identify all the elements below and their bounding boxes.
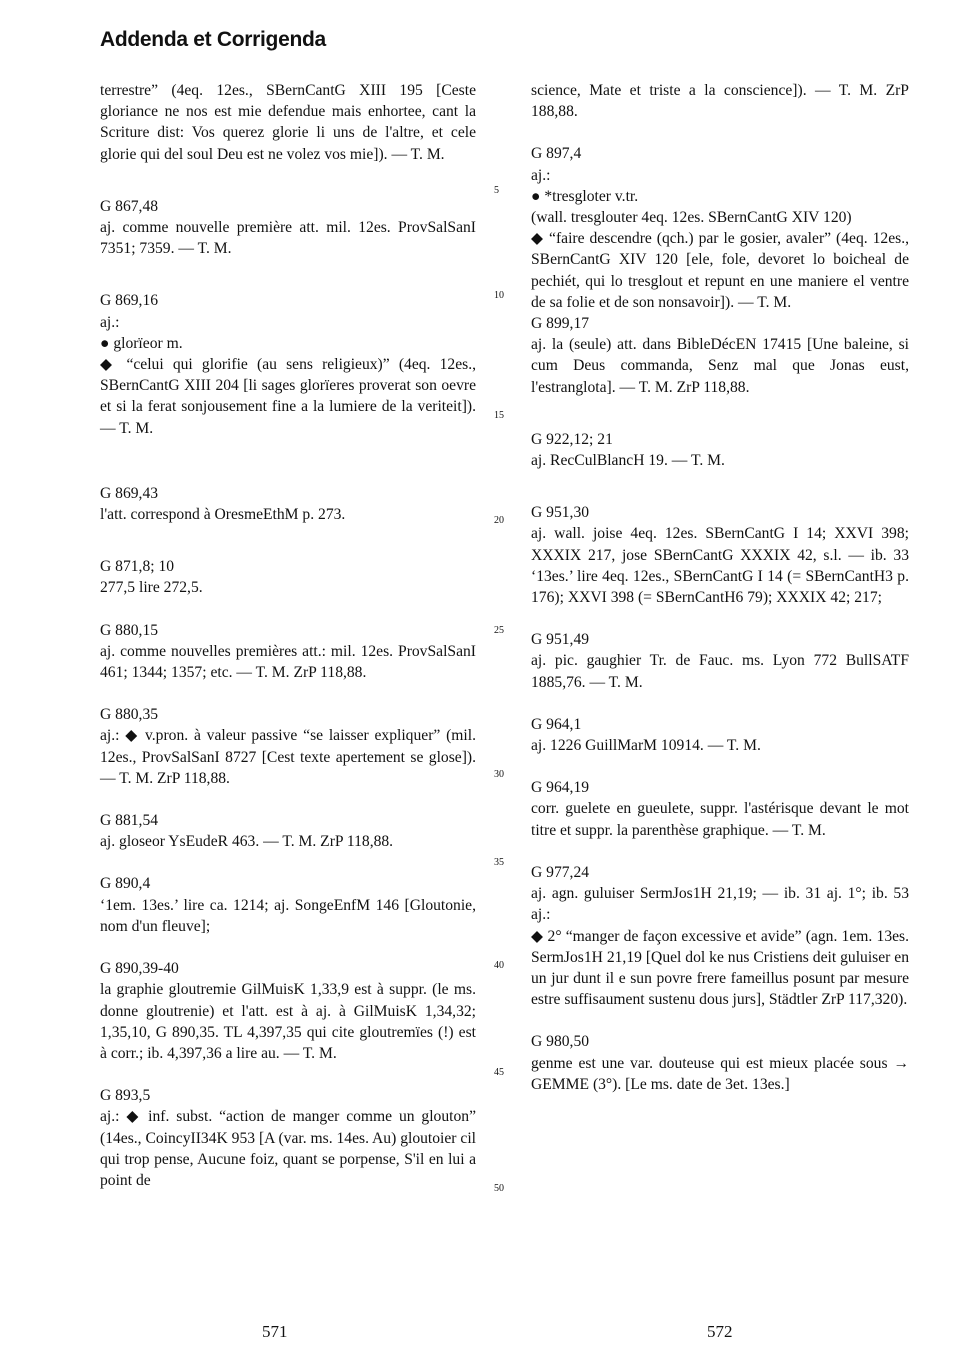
entry-reference: G 977,24 — [531, 863, 590, 881]
entry-reference: G 897,4 — [531, 145, 582, 163]
entry-g-893-5 — [100, 1085, 476, 1191]
entry-text: terrestre” (4eq. 12es., SBernCantG XIII 195 [Ceste gloriance ne nos est mie defendue mais enhortee, cant la Scriture dist: Vos querez glorie li uns de l'altre, et cele glorie qui del soul Deu est ne volez vos mie]). — T. M. — [100, 82, 476, 163]
entry-reference: G 922,12; 21 — [531, 430, 613, 448]
sense-text: ◆ 2° “manger de façon excessive et avide” (agn. 1em. 13es. SermJos1H 21,19 [Quel dol ke nus Cristiens deit guluiser en un jur dunt il e sun povre frere fameillus posunt par mesure estre suffisaument sustenu dous jurs], Städtler ZrP 117,320). — [531, 927, 909, 1009]
sense-text: ◆ “celui qui glorifie (au sens religieux)” (4eq. 12es., SBernCantG XIII 204 [li sages glorïeres proverat son oevre et si la ferat sonjousement fine a la lumiere de la veriteit]). — T. M. — [100, 356, 476, 437]
entry-g-869-43 — [100, 483, 476, 525]
entry-continuation — [531, 80, 909, 122]
entry-text: ‘1em. 13es.’ lire ca. 1214; aj. SongeEnfM 146 [Gloutonie, nom d'un fleuve]; — [100, 896, 476, 935]
entry-text: genme est une var. douteuse qui est mieux placée sous → GEMME (3°). [Le ms. date de 3et. 13es.] — [531, 1054, 909, 1093]
entry-text: science, Mate et triste a la conscience]). — T. M. ZrP 188,88. — [531, 82, 909, 121]
line-number: 40 — [494, 960, 504, 971]
entry-g-881-54 — [100, 810, 476, 852]
entry-text: corr. guelete en gueulete, suppr. l'astérisque devant le mot titre et suppr. la parenthèse graphique. — T. M. — [531, 800, 909, 839]
entry-text: aj.: — [531, 166, 551, 184]
entry-reference: G 869,16 — [100, 292, 159, 310]
entry-reference: G 881,54 — [100, 812, 159, 830]
left-column — [100, 80, 476, 1191]
entry-reference: G 951,49 — [531, 631, 590, 649]
entry-reference: G 869,43 — [100, 484, 159, 502]
entry-reference: G 951,30 — [531, 504, 590, 522]
entry-g-977-24 — [531, 862, 909, 1010]
entry-g-871-8 — [100, 556, 476, 598]
line-number: 15 — [494, 410, 504, 421]
entry-text: aj. comme nouvelles premières att.: mil. 12es. ProvSalSanI 461; 1344; 1357; etc. — T. M. ZrP 118,88. — [100, 642, 476, 682]
line-number: 35 — [494, 857, 504, 868]
entry-reference: G 880,35 — [100, 706, 159, 724]
entry-g-880-35 — [100, 704, 476, 789]
sense-text: ◆ “faire descendre (qch.) par le gosier, avaler” (4eq. 12es., SBernCantG XIV 120 [ele, fole, devoret lo boicheal de pechiét, qui lo tresglout et repunt en une maniere el ventre de sa folie et de son nonsavoir]). — T. M. — [531, 230, 909, 311]
entry-g-951-49 — [531, 629, 909, 693]
entry-g-869-16 — [100, 290, 476, 438]
page-number-left: 571 — [262, 1322, 288, 1341]
line-number: 50 — [494, 1183, 504, 1194]
line-number: 20 — [494, 515, 504, 526]
entry-text: aj.: ◆ v.pron. à valeur passive “se laisser expliquer” (mil. 12es., ProvSalSanI 8727 [Cest texte apertement se glose]). — T. M. ZrP 118,88. — [100, 727, 476, 787]
line-number: 45 — [494, 1067, 504, 1078]
entry-continuation — [100, 80, 476, 165]
entry-reference: G 980,50 — [531, 1033, 590, 1051]
running-title: Addenda et Corrigenda — [100, 28, 326, 51]
entry-text: aj. gloseor YsEudeR 463. — T. M. ZrP 118,88. — [100, 833, 394, 851]
entry-reference: G 871,8; 10 — [100, 558, 175, 576]
entry-reference: G 964,19 — [531, 779, 590, 797]
entry-g-890-4 — [100, 873, 476, 937]
entry-g-964-1 — [531, 714, 909, 756]
entry-text: aj. wall. joise 4eq. 12es. SBernCantG I 14; XXVI 398; XXXIX 217, jose SBernCantG XXXIX 42, s.l. — ib. 33 ‘13es.’ lire 4eq. 12es., SBernCantG I 14 (= SBernCantH3 p. 176); XXVI 398 (= SBernCantH6 79); XXXIX 42; 217; — [531, 525, 909, 607]
page-number-right: 572 — [707, 1322, 733, 1341]
etymology-text: (wall. tresglouter 4eq. 12es. SBernCantG XIV 120) — [531, 209, 852, 227]
entry-g-897-4 — [531, 143, 909, 313]
entry-text: aj. pic. gaughier Tr. de Fauc. ms. Lyon 772 BullSATF 1885,76. — T. M. — [531, 652, 909, 691]
entry-text: aj. RecCulBlancH 19. — T. M. — [531, 452, 725, 470]
entry-text: aj. comme nouvelle première att. mil. 12es. ProvSalSanI 7351; 7359. — T. M. — [100, 219, 476, 258]
line-number: 10 — [494, 290, 504, 301]
line-number: 30 — [494, 769, 504, 780]
entry-g-964-19 — [531, 777, 909, 841]
entry-reference: G 880,15 — [100, 621, 159, 639]
line-number: 5 — [494, 185, 499, 196]
entry-text: aj.: — [100, 313, 120, 331]
entry-g-890-39-40 — [100, 958, 476, 1064]
entry-reference: G 867,48 — [100, 197, 159, 215]
entry-g-867-48 — [100, 196, 476, 260]
entry-text: aj. la (seule) att. dans BibleDécEN 17415 [Une baleine, si cum Deus commanda, Senz mal que Jonas eust, l'estranglota]. — T. M. ZrP 118,88. — [531, 336, 909, 396]
line-number: 25 — [494, 625, 504, 636]
entry-text: aj.: ◆ inf. subst. “action de manger comme un glouton” (14es., CoincyII34K 953 [A (var. ms. 14es. Au) gloutoier cil qui trop pense, Aucune foiz, quant se porpense, S'il en lui a point de — [100, 1108, 476, 1189]
entry-reference: G 899,17 — [531, 315, 590, 333]
right-column — [531, 80, 909, 1095]
entry-text: aj. agn. guluiser SermJos1H 21,19; — ib. 31 aj. 1°; ib. 53 aj.: — [531, 885, 909, 924]
entry-text: aj. 1226 GuillMarM 10914. — T. M. — [531, 737, 761, 755]
entry-text: l'att. correspond à OresmeEthM p. 273. — [100, 506, 346, 524]
entry-text: 277,5 lire 272,5. — [100, 579, 203, 597]
entry-g-899-17 — [531, 313, 909, 398]
entry-g-980-50 — [531, 1031, 909, 1095]
entry-reference: G 890,4 — [100, 875, 151, 893]
entry-reference: G 964,1 — [531, 715, 582, 733]
entry-reference: G 890,39-40 — [100, 960, 179, 978]
entry-reference: G 893,5 — [100, 1087, 151, 1105]
headword-line: ● glorïeor m. — [100, 334, 183, 352]
entry-text: la graphie gloutremie GilMuisK 1,33,9 est à suppr. (le ms. donne gloutrenie) et l'att. est à aj. à GilMuisK 1,34,32; 1,35,10, G 890,35. TL 4,397,35 qui cite gloutremïes (!) est à corr.; ib. 4,397,36 a lire au. — T. M. — [100, 981, 476, 1062]
entry-g-922-12 — [531, 429, 909, 471]
headword-line: ● *tresgloter v.tr. — [531, 187, 639, 205]
entry-g-951-30 — [531, 502, 909, 608]
entry-g-880-15 — [100, 620, 476, 684]
